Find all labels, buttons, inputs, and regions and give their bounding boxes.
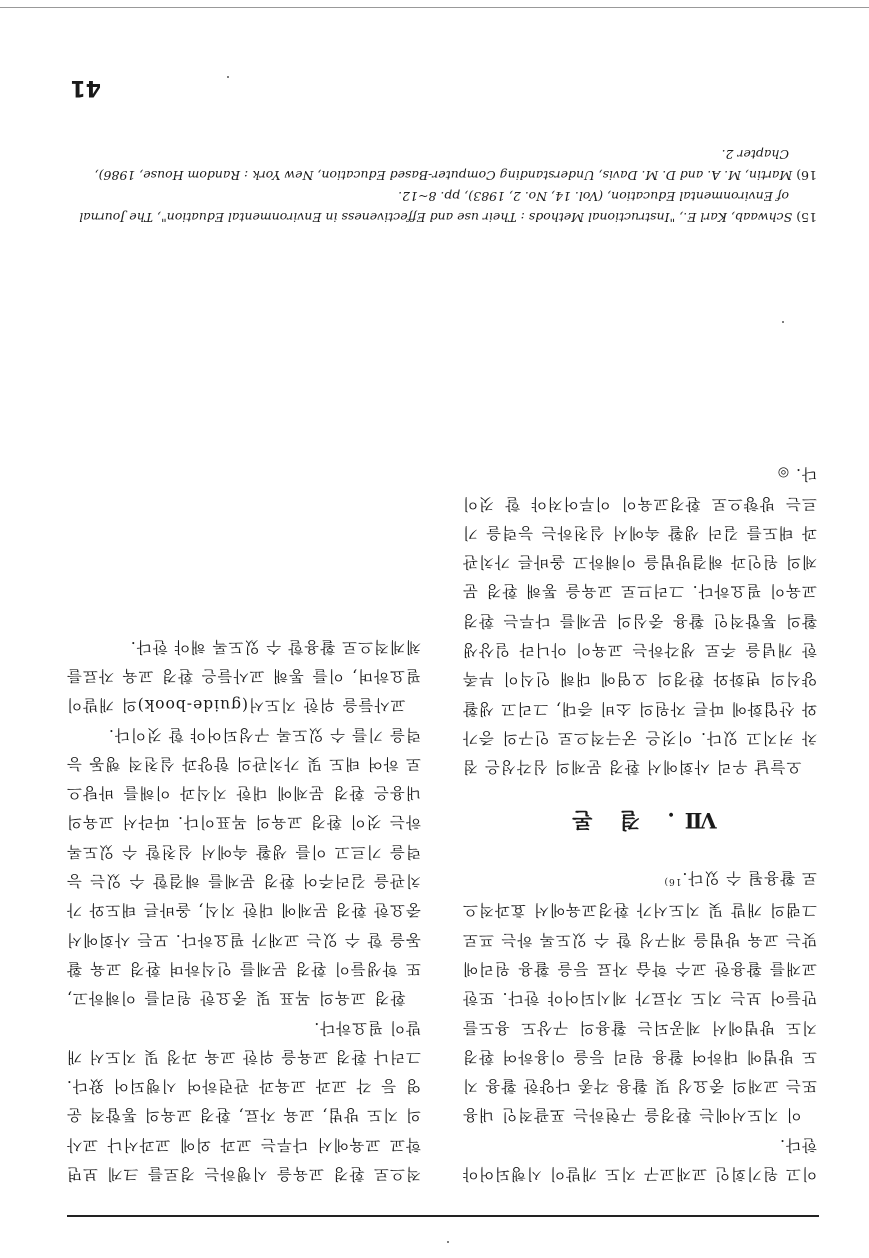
footnotes <box>47 144 817 228</box>
paragraph: 적으로 환경 교육을 시행하는 경로를 크게 보면 학교 교육에서 다루는 교과 외에 교과서나 교사의 지도 방법, 교육 자료, 환경 교육의 통합적 운영 등 각 교과 교육과 관련하여 시행되어 왔다. 그러나 환경 교육을 위한 교육 과정 및 지도서 개발이 필요하다. <box>66 1018 421 1183</box>
paragraph-text: 이 지도서에는 환경을 구현하는 포괄적인 내용 또는 교재의 중요성 및 활용 각종 다양한 활용 지도 방법에 대하여 활용 원리 등을 이용하여 환경 지도 방법에서 제공되는 활용의 구상도 용도를 만들어 보는 지도 자료가 제시되어야 한다. 또한 교재를 활용한 교수 학습 자료 등을 활용 원리에 맞는 교육 방법을 재구성 할 수 있도록 하는 프로그램의 개발 및 지도서가 환경교육에서 효과적으로 활용될 수 있다. <box>462 868 817 1125</box>
paragraph: 이고 원기회인 교재교구 지도 개발이 시행되어야 한다. <box>462 1135 817 1183</box>
footnote-text: Schwaab, Karl E., "Instructional Methods : Their use and Effectiveness in Environmental Eduation", The Journal <box>79 210 793 225</box>
right-column <box>66 631 421 1188</box>
footnote-ref: 16) <box>663 876 682 887</box>
footnote-label: 16) <box>796 168 817 183</box>
footnote-continuation: of Environmental Education, (Vol. 14, No. 2, 1983), pp. 8~12. <box>398 189 789 204</box>
paragraph: 교사들을 위한 지도서(guide-book)의 개발이 필요하며, 이를 통해 교사들은 환경 교육 자료를 체계적으로 활용할 수 있도록 해야 한다. <box>66 637 421 715</box>
end-mark: ◎ <box>776 465 790 481</box>
footnote <box>47 207 817 228</box>
scan-speck <box>782 321 784 323</box>
paragraph-text: 오늘날 우리 사회에서 환경 문제의 심각성은 점차 커지고 있다. 이것은 궁극적으로 인구의 증가와 산업화에 따른 자원의 소비 증대, 그리고 생활양식의 변화와 환경의 오염에 대해 인식이 부족한 개념을 주로 생각하는 교육이 아니라 일상생활의 통합적인 활용 중심의 문제를 다루는 환경교육이 필요하다. 그러므로 교육을 통해 환경 문제의 원인과 해결방법을 이해하고 올바른 가치관과 태도를 길러 생활 속에서 실천하는 능력을 기르는 방향으로 환경교육이 이루어져야 할 것이다. <box>462 465 817 777</box>
paragraph <box>462 863 817 1130</box>
section-heading: Ⅶ. 결 론 <box>562 807 717 833</box>
scan-speck <box>447 1241 449 1243</box>
scan-edge <box>0 7 869 8</box>
footnote-label: 15) <box>796 210 817 225</box>
paragraph <box>462 458 817 781</box>
top-rule <box>67 1215 819 1217</box>
footnote-text: Martin, M. A. and D. M. Davis, Understanding Computer-Based Education, New York : Random House, 1986), <box>94 168 793 183</box>
page-number: 41 <box>70 75 101 100</box>
footnote-continuation: Chapter 2. <box>721 147 789 162</box>
scan-speck <box>227 76 229 78</box>
left-column <box>462 458 817 1188</box>
paragraph: 환경 교육의 목표 및 중요한 원리를 이해하고, 또 학생들이 환경 문제를 인식하며 환경 교육 활동을 할 수 있는 교재가 필요하다. 모든 사회에서 중요한 환경 문제에 대한 지식, 올바른 태도와 가치관을 길러주어 환경 문제를 해결할 수 있는 능력을 기르고 이를 생활 속에서 실천할 수 있도록 하는 것이 환경 교육의 목표이다. 따라서 교육의 내용은 환경 문제에 대한 지식과 이해를 바탕으로 하여 태도 및 가치관의 함양과 실천적 행동 능력을 기를 수 있도록 구성되어야 할 것이다. <box>66 725 421 1008</box>
footnote <box>47 165 817 186</box>
